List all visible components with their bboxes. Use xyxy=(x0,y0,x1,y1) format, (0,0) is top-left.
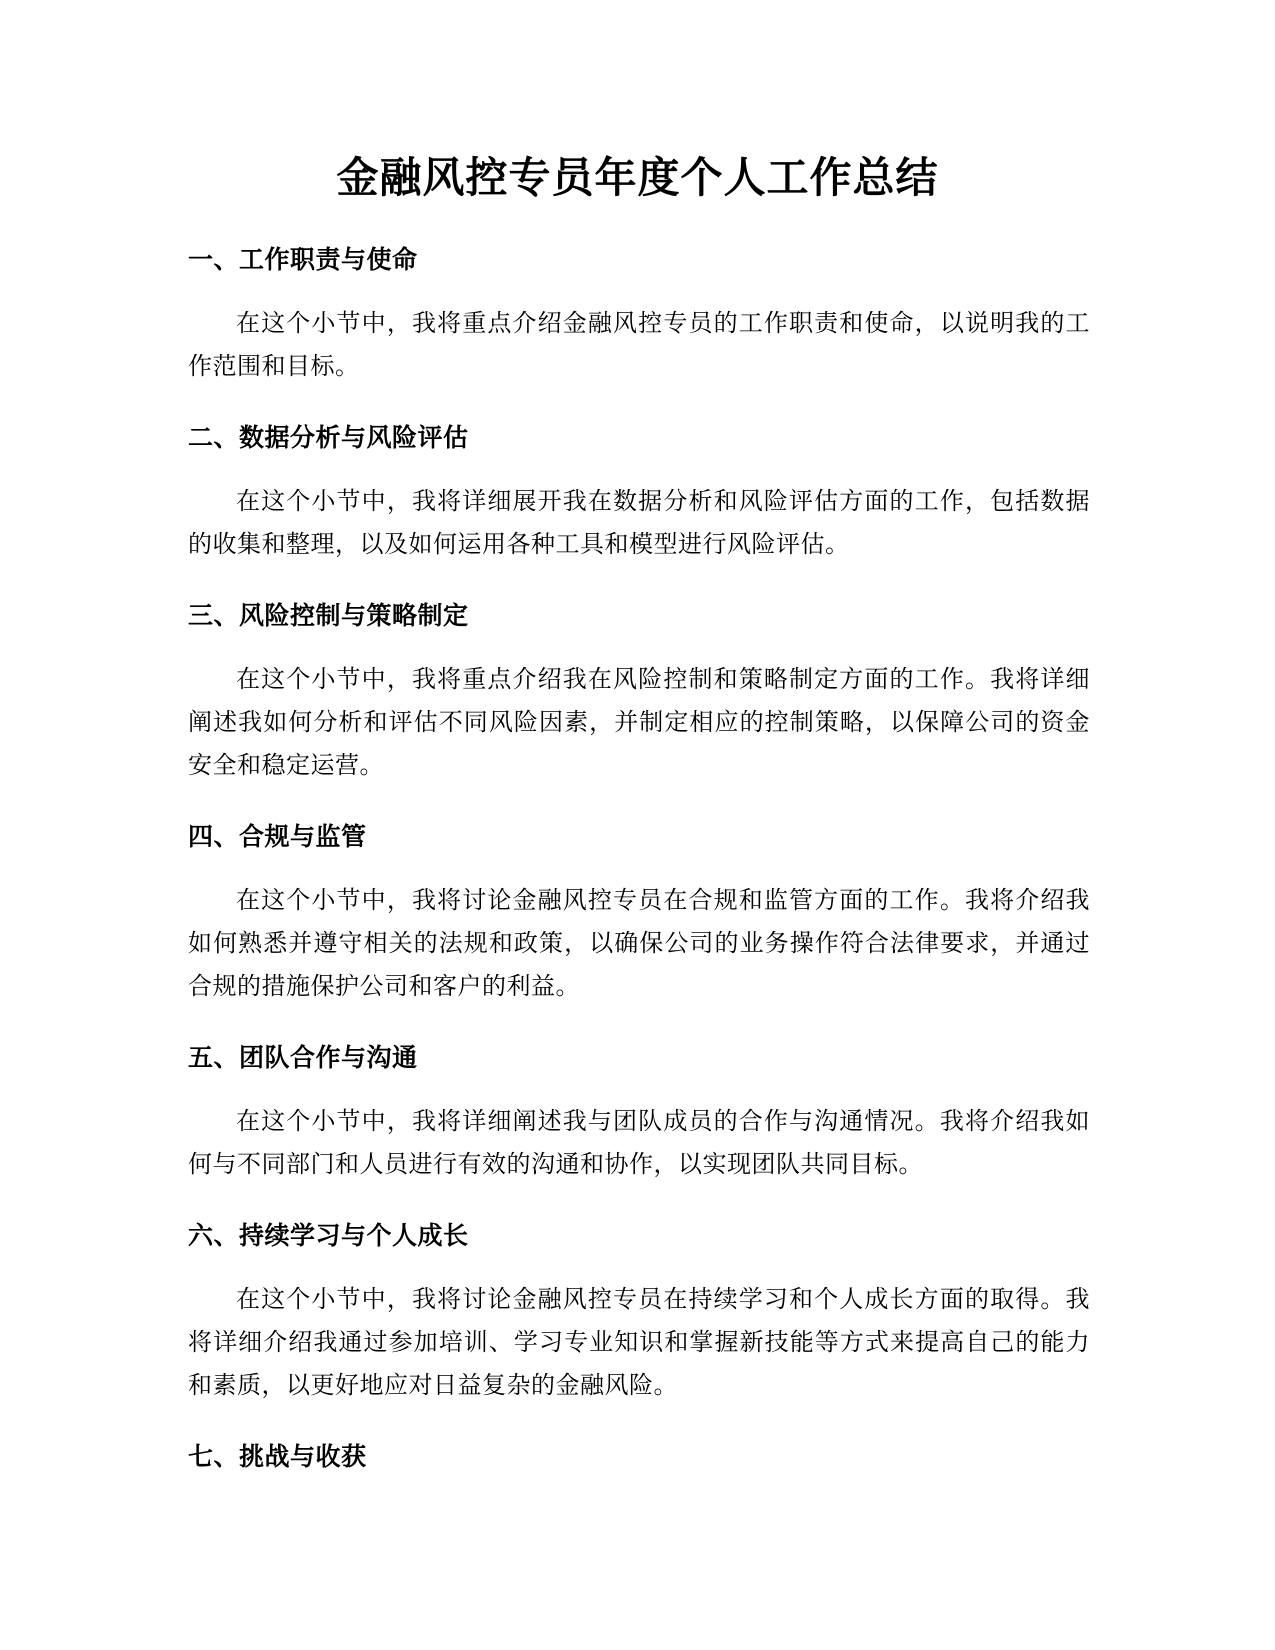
section-heading: 七、挑战与收获 xyxy=(188,1442,367,1471)
section-3 xyxy=(188,596,1090,787)
document-title: 金融风控专员年度个人工作总结 xyxy=(336,153,939,202)
section-6 xyxy=(188,1216,1090,1407)
section-heading: 四、合规与监管 xyxy=(188,822,367,851)
section-paragraph: 在这个小节中，我将详细阐述我与团队成员的合作与沟通情况。我将介绍我如何与不同部门和人员进行有效的沟通和协作，以实现团队共同目标。 xyxy=(188,1107,1090,1178)
section-paragraph: 在这个小节中，我将讨论金融风控专员在持续学习和个人成长方面的取得。我将详细介绍我通过参加培训、学习专业知识和掌握新技能等方式来提高自己的能力和素质，以更好地应对日益复杂的金融风险。 xyxy=(188,1285,1090,1399)
section-paragraph: 在这个小节中，我将重点介绍金融风控专员的工作职责和使命，以说明我的工作范围和目标。 xyxy=(188,309,1090,380)
section-heading: 五、团队合作与沟通 xyxy=(188,1043,418,1072)
section-heading: 三、风险控制与策略制定 xyxy=(188,601,469,630)
section-7 xyxy=(188,1437,1090,1477)
section-heading: 一、工作职责与使命 xyxy=(188,245,418,274)
section-paragraph: 在这个小节中，我将重点介绍我在风险控制和策略制定方面的工作。我将详细阐述我如何分析和评估不同风险因素，并制定相应的控制策略，以保障公司的资金安全和稳定运营。 xyxy=(188,665,1090,779)
section-paragraph: 在这个小节中，我将详细展开我在数据分析和风险评估方面的工作，包括数据的收集和整理，以及如何运用各种工具和模型进行风险评估。 xyxy=(188,487,1090,558)
section-4 xyxy=(188,817,1090,1008)
section-5 xyxy=(188,1038,1090,1186)
section-heading: 二、数据分析与风险评估 xyxy=(188,423,469,452)
section-1 xyxy=(188,240,1090,388)
document-content xyxy=(188,240,1090,1499)
section-heading: 六、持续学习与个人成长 xyxy=(188,1221,469,1250)
section-paragraph: 在这个小节中，我将讨论金融风控专员在合规和监管方面的工作。我将介绍我如何熟悉并遵守相关的法规和政策，以确保公司的业务操作符合法律要求，并通过合规的措施保护公司和客户的利益。 xyxy=(188,886,1090,1000)
section-2 xyxy=(188,418,1090,566)
